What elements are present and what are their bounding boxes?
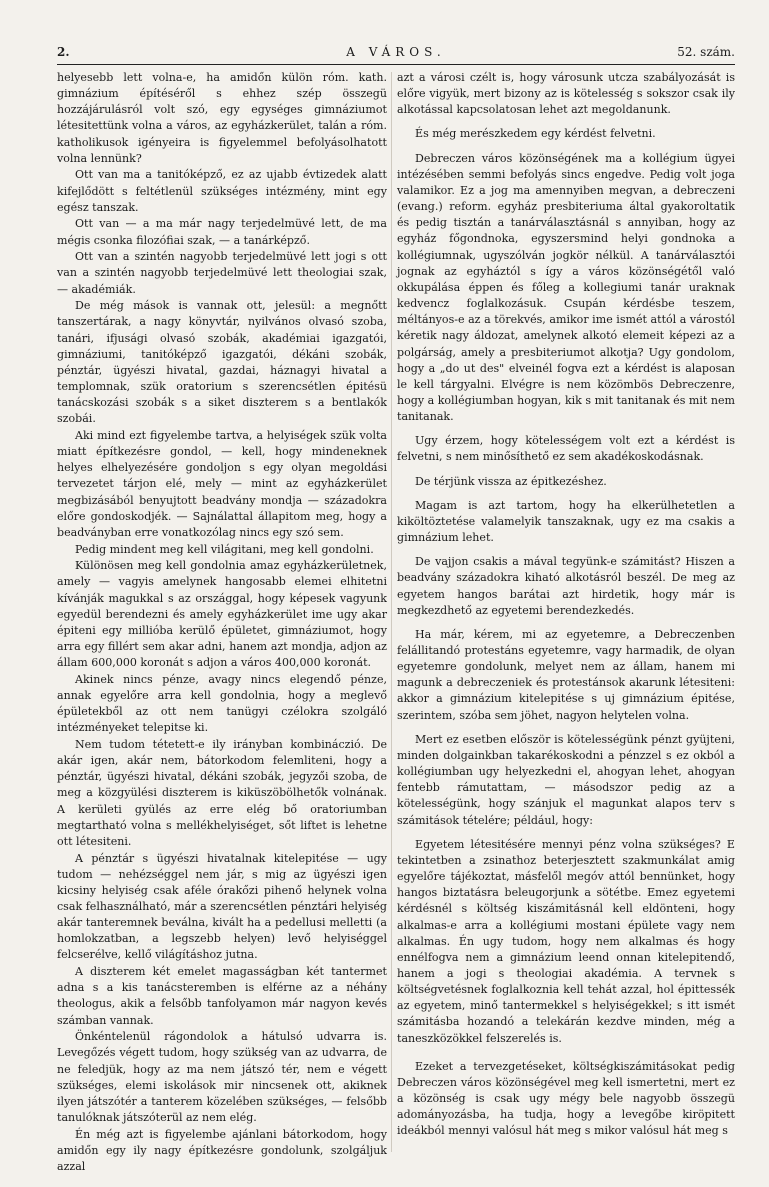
paragraph: Nem tudom tétetett-e ily irányban kombináczió. De akár igen, akár nem, bátorkodom felemliteni, hogy a pénztár, ügyészi hivatal, dékáni szobák, jegyzői szoba, de meg a közgyülési diszterem is kiküszöbölhetők volnának. A kerületi gyülés az erre elég bő oratoriumban megtartható volna s mellékhelyiséget, sőt liftet is lehetne ott létesiteni. [57,737,387,848]
paragraph: helyesebb lett volna-e, ha amidőn külön róm. kath. gimnázium építéséről s ehhez szép összegü hozzájárulásról volt szó, egy egységes gimnáziumot létesitettünk volna a város, az egyházkerület, talán a róm. katholikusok igényeira is figyelemmel befolyásolhatott volna lennünk? [57,71,387,165]
header-rule [57,64,735,65]
paragraph: De vajjon csakis a mával tegyünk-e számitást? Hiszen a beadvány századokra kiható alkotásról beszél. De meg az egyetem hangos barátai azt hirdetik, hogy már is megkezdhető az egyetemi berendezkedés. [397,555,735,617]
paragraph: Pedig mindent meg kell világitani, meg kell gondolni. [75,542,374,556]
paragraph: Magam is azt tartom, hogy ha elkerülhetetlen a kiköltöztetése valamelyik tanszaknak, ugy ez ma csakis a gimnázium lehet. [397,498,735,545]
paragraph: De térjünk vissza az épitkezéshez. [415,474,607,488]
paragraph: A pénztár s ügyészi hivatalnak kitelepitése — ugy tudom — nehézséggel nem jár, s mig az ügyészi igen kicsiny helyiség csak aféle órakőzi pihenő helynek volna csak felhasználható, már a szerencsétlen pénztári helyiség akár tanteremnek beválna, kivált ha a pedellusi melletti (a homlokzatban, a legszebb helyen) levő helyiséggel felcserélve, kellő világításhoz jutna. [57,851,387,962]
paragraph: Ha már, kérem, mi az egyetemre, a Debreczenben felállitandó protestáns egyetemre, vagy harmadik, de olyan egyetemre gondolunk, melyet nem az állam, hanem mi magunk a debreczeniek és protestánsok akarunk létesiteni: akkor a gimnázium kitelepitése s uj gimnázium épitése, szerintem, szóba sem jöhet, nagyon helytelen volna. [397,627,735,722]
paragraph: Akinek nincs pénze, avagy nincs elegendő pénze, annak egyelőre arra kell gondolnia, hogy a meglevő épületekből az ott nem tanügyi czélokra szolgáló intézményeket telepitse ki. [57,672,387,735]
paragraph: Ott van — a ma már nagy terjedelmüvé lett, de ma mégis csonka filozófiai szak, — a tanárképző. [57,217,387,247]
paragraph: Debreczen város közönségének ma a kollégium ügyei intézésében semmi befolyás sincs engedve. Pedig volt joga valamikor. Ez a jog ma amennyiben megvan, a debreczeni (evang.) reform. egyház presbiteriuma által gyakoroltatik és pedig tisztán a tanárválasztásnál s annyiban, hogy az egyház főgondnoka, egyszersmind helyi gondnoka a kollégiumnak, ugyszólván jogkör nélkül. A tanárválasztói jognak az egyháztól s így a város közönségétől való okkupálása éppen és főleg a kollegiumi tanár uraknak kedvencz foglalkozásuk. Csupán kérdésbe teszem, méltányos-e az a törekvés, amikor ime ismét attól a várostól kéretik nagy áldozat, amelynek alkotó elemeit képezi az a polgárság, amely a presbiteriumot alkotja? Ugy gondolom, hogy a „do ut des" elveinél fogva ezt a kérdést is alaposan le kell tárgyalni. Elvégre is nem közömbös Debreczenre, hogy a kollégiumban hogyan, kik s mit tanitanak és mit nem tanitanak. [397,151,735,424]
paragraph: Különösen meg kell gondolnia amaz egyházkerületnek, amely — vagyis amelynek hangosabb elemei elhitetni kívánják magukkal s az országgal, hogy képesek vagyunk egyedül berendezni és amely egyházkerület ime ugy akar épiteni egy millióba kerülő épületet, gimnáziumot, hogy arra egy fillért sem akar adni, hanem azt mondja, adjon az állam 600,000 koronát s adjon a város 400,000 koronát. [57,559,387,670]
publication-title: A VÁROS. [346,45,446,59]
issue-number: 52. szám. [677,45,735,59]
paragraph: Egyetem létesitésére mennyi pénz volna szükséges? E tekintetben a zsinathoz beterjesztett szakmunkálat amig egyelőre tájékoztat, másfelől megóv attól bennünket, hogy hangos biztatásra beleugorjunk a sötétbe. Emez egyetemi kérdésnél s költség kiszámitásnál kell eldönteni, hogy alkalmas-e arra a kollégiumi mostani épülete vagy nem alkalmas. Én ugy tudom, hogy nem alkalmas és hogy ennélfogva nem a gimnázium leend onnan kitelepitendő, hanem a jogi s theologiai akadémia. A tervnek s költségvetésnek foglalkoznia kell tehát azzal, hol épittessék az egyetem, minő tantermekkel s helyiségekkel; s itt ismét számitásba hozandó a telekárán kezdve minden, még a taneszközökkel felszerelés is. [397,837,735,1045]
page-number: 2. [57,45,70,59]
paragraph: Én még azt is figyelembe ajánlani bátorkodom, hogy amidőn egy ily nagy építkezésre gondolunk, szolgáljuk azzal [57,1127,387,1173]
paragraph: Ugy érzem, hogy kötelességem volt ezt a kérdést is felvetni, s nem minősíthető ez sem akadékoskodásnak. [397,434,735,464]
paragraph: A diszterem két emelet magasságban két tantermet adna s a kis tanácsteremben is elférne az a néhány theologus, akik a felsőbb tanfolyamon már nagyon kevés számban vannak. [57,965,387,1027]
right-column [397,70,735,1155]
paragraph: Mert ez esetben először is kötelességünk pénzt gyüjteni, minden dolgainkban takarékoskodni a pénzzel s ez okból a kollégiumban ugy helyezkedni el, ahogyan lehet, ahogyan fentebb rámutattam, — másodszor pedig az a kötelességünk, hogy szánjuk el magunkat alapos terv s számitások tételére; például, hogy: [397,732,735,827]
paragraph: Ezeket a tervezgetéseket, költségkiszámitásokat pedig Debreczen város közönségével meg kell ismertetni, mert ez a közönség is csak ugy mégy bele nagyobb összegü adományozásba, ha tudja, hogy a levegőbe kiröpitett ideákból mennyi valósul hát meg s mikor valósul hát meg s [397,1059,735,1138]
paragraph: És még merészkedem egy kérdést felvetni. [415,127,656,141]
paragraph: azt a városi czélt is, hogy városunk utcza szabályozását is előre vigyük, mert bizony az is kötelesség s sokszor csak ily alkotással kapcsolatosan lehet azt megoldanunk. [397,71,735,117]
page-header [57,45,735,65]
paragraph: Ott van ma a tanitóképző, ez az ujabb évtizedek alatt kifejlődött s feltétlenül szükséges intézmény, mint egy egész tanszak. [57,168,387,214]
paragraph: Aki mind ezt figyelembe tartva, a helyiségek szük volta miatt építkezésre gondol, — kell, hogy mindeneknek helyes elhelyezésére gondoljon s egy olyan megoldási tervezetet tárjon elé, mely — mint az egyházkerület megbizásából benyujtott beadvány mondja — századokra előre gondoskodjék. — Sajnálattal állapitom meg, hogy a beadványban erre vonatkozólag nincs egy szó sem. [57,428,387,539]
paragraph: De még mások is vannak ott, jelesül: a megnőtt tanszertárak, a nagy könyvtár, nyilvános olvasó szoba, tanári, ifjusági olvasó szobák, akadémiai igazgatói, gimnáziumi, tanitóképző igazgatói, dékáni szobák, pénztár, ügyészi hivatal, gazdai, háznagyi hivatal a templomnak, szük oratorium s szerencsétlen épitésü tanácskozási szobák s a siket diszterem s a bentlakók szobái. [57,299,387,426]
paragraph: Ott van a szintén nagyobb terjedelmüvé lett jogi s ott van a szintén nagyobb terjedelmüvé lett theologiai szak, — akadémiák. [57,250,387,296]
left-column [57,70,387,1173]
paragraph: Önkéntelenül rágondolok a hátulsó udvarra is. Levegőzés végett tudom, hogy szükség van az udvarra, de ne feledjük, hogy az ma nem játszó tér, nem e végett szükséges, elemi iskolások mir nincsenek ott, akiknek ilyen játszótér a tanterem közelében szükséges, — felsőbb tanulóknak játszóterül az nem elég. [57,1030,387,1124]
column-divider [391,72,392,1152]
